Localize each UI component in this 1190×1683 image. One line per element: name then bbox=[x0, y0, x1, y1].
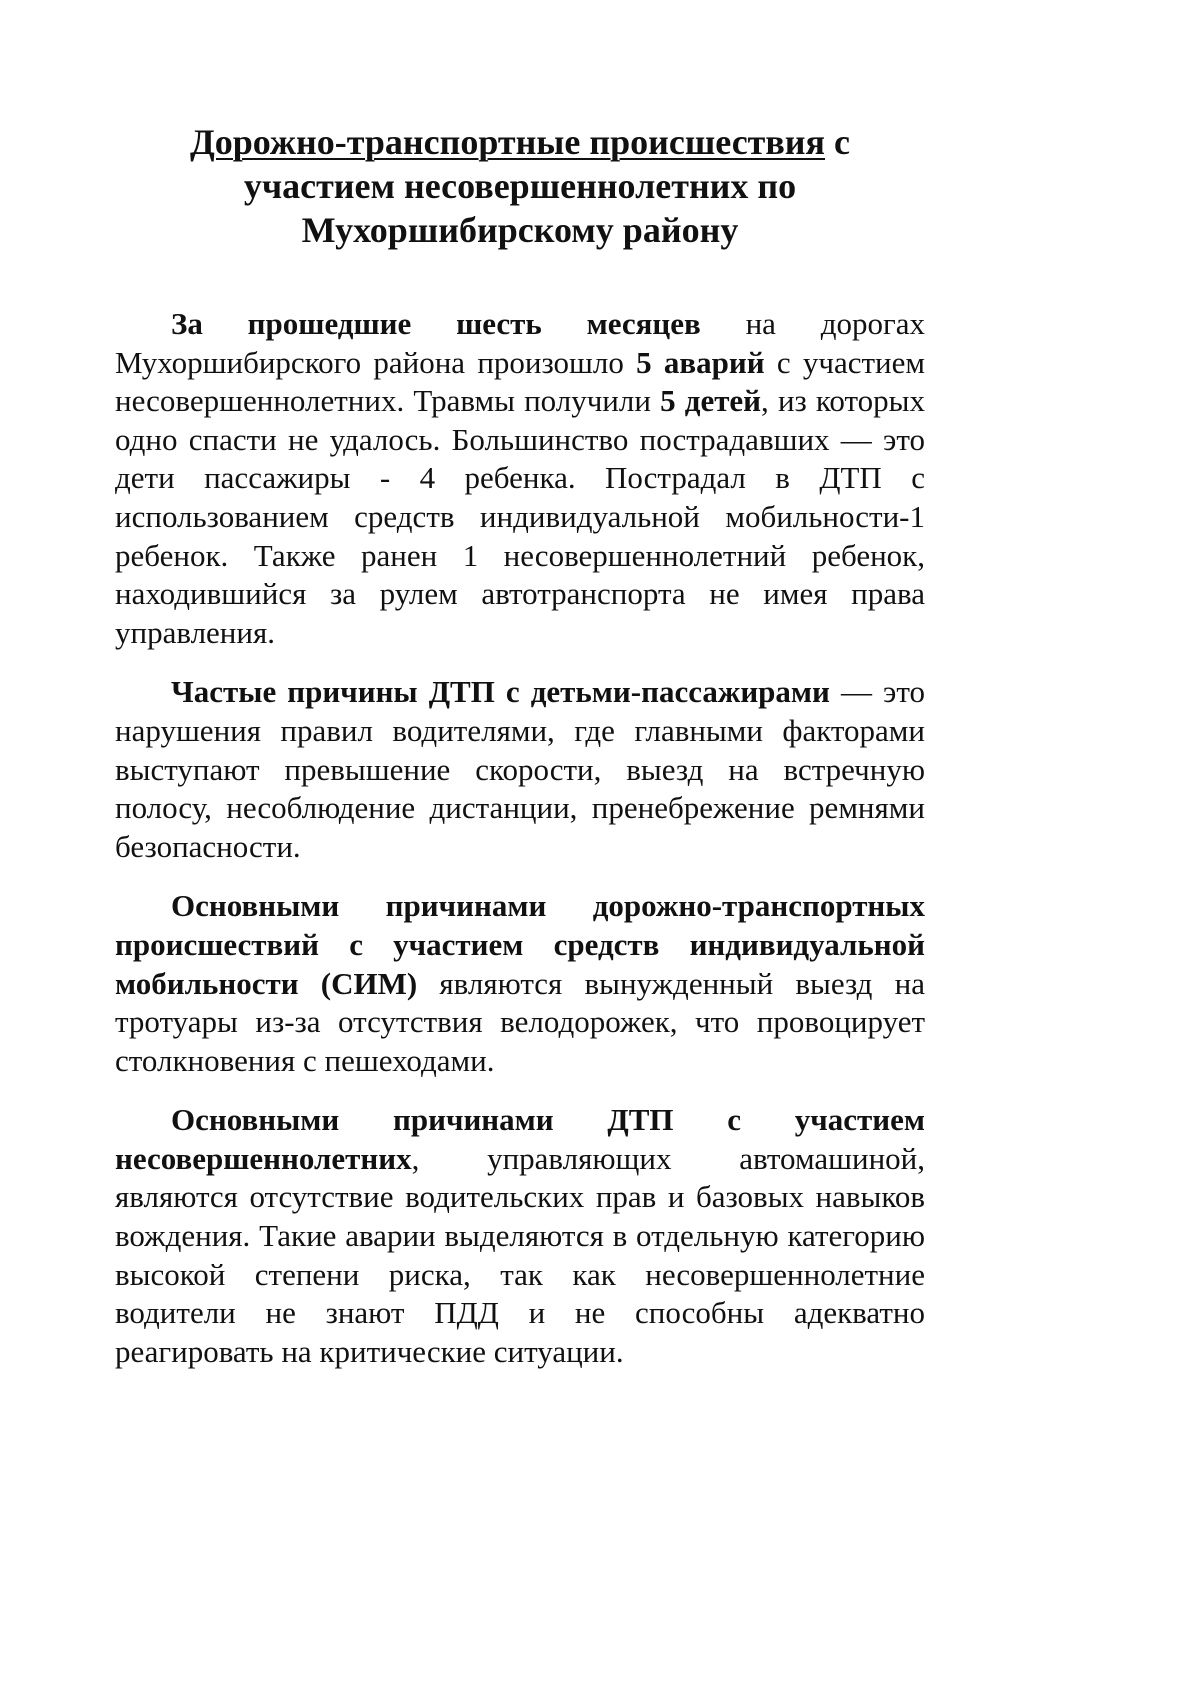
bold-phrase: Основными причинами дорожно-транспортных происшествий с участием средств индивидуальной мобильности (СИМ) bbox=[115, 888, 925, 1001]
paragraph-sim-causes bbox=[115, 887, 925, 1080]
title-underlined-part: Дорожно-транспортные происшествия bbox=[190, 122, 826, 162]
bold-phrase: 5 детей bbox=[660, 383, 762, 419]
paragraph-summary bbox=[115, 305, 925, 652]
bold-phrase: Частые причины ДТП с детьми-пассажирами bbox=[171, 674, 830, 710]
document-title bbox=[115, 120, 925, 252]
title-rest: с участием несовершеннолетних по Мухоршибирскому району bbox=[243, 122, 850, 250]
paragraph-minor-driver-causes bbox=[115, 1101, 925, 1371]
bold-phrase: Основными причинами ДТП с участием несовершеннолетних bbox=[115, 1102, 925, 1176]
text-run: , управляющих автомашиной, являются отсутствие водительских прав и базовых навыков вождения. Такие аварии выделяются в отдельную категорию высокой степени риска, так как несовершеннолетние водители не знают ПДД и не способны адекватно реагировать на критические ситуации. bbox=[115, 1140, 925, 1369]
text-run: являются вынужденный выезд на тротуары из-за отсутствия велодорожек, что провоцирует столкновения с пешеходами. bbox=[115, 965, 925, 1078]
text-run: на дорогах Мухоршибирского района произошло bbox=[115, 306, 925, 380]
text-run: с участием несовершеннолетних. Травмы получили bbox=[115, 344, 925, 419]
text-run: , из которых одно спасти не удалось. Большинство пострадавших — это дети пассажиры - 4 ребенка. Пострадал в ДТП с использованием средств индивидуальной мобильности-1 ребенок. Также ранен 1 несовершеннолетний ребенок, находившийся за рулем автотранспорта не имея права управления. bbox=[115, 383, 925, 650]
text-run: — это нарушения правил водителями, где главными факторами выступают превышение скорости, выезд на встречную полосу, несоблюдение дистанции, пренебрежение ремнями безопасности. bbox=[115, 674, 925, 864]
bold-phrase: За прошедшие шесть месяцев bbox=[171, 306, 701, 341]
document-body bbox=[115, 305, 925, 1392]
paragraph-passenger-causes bbox=[115, 673, 925, 866]
bold-phrase: 5 аварий bbox=[636, 344, 765, 380]
